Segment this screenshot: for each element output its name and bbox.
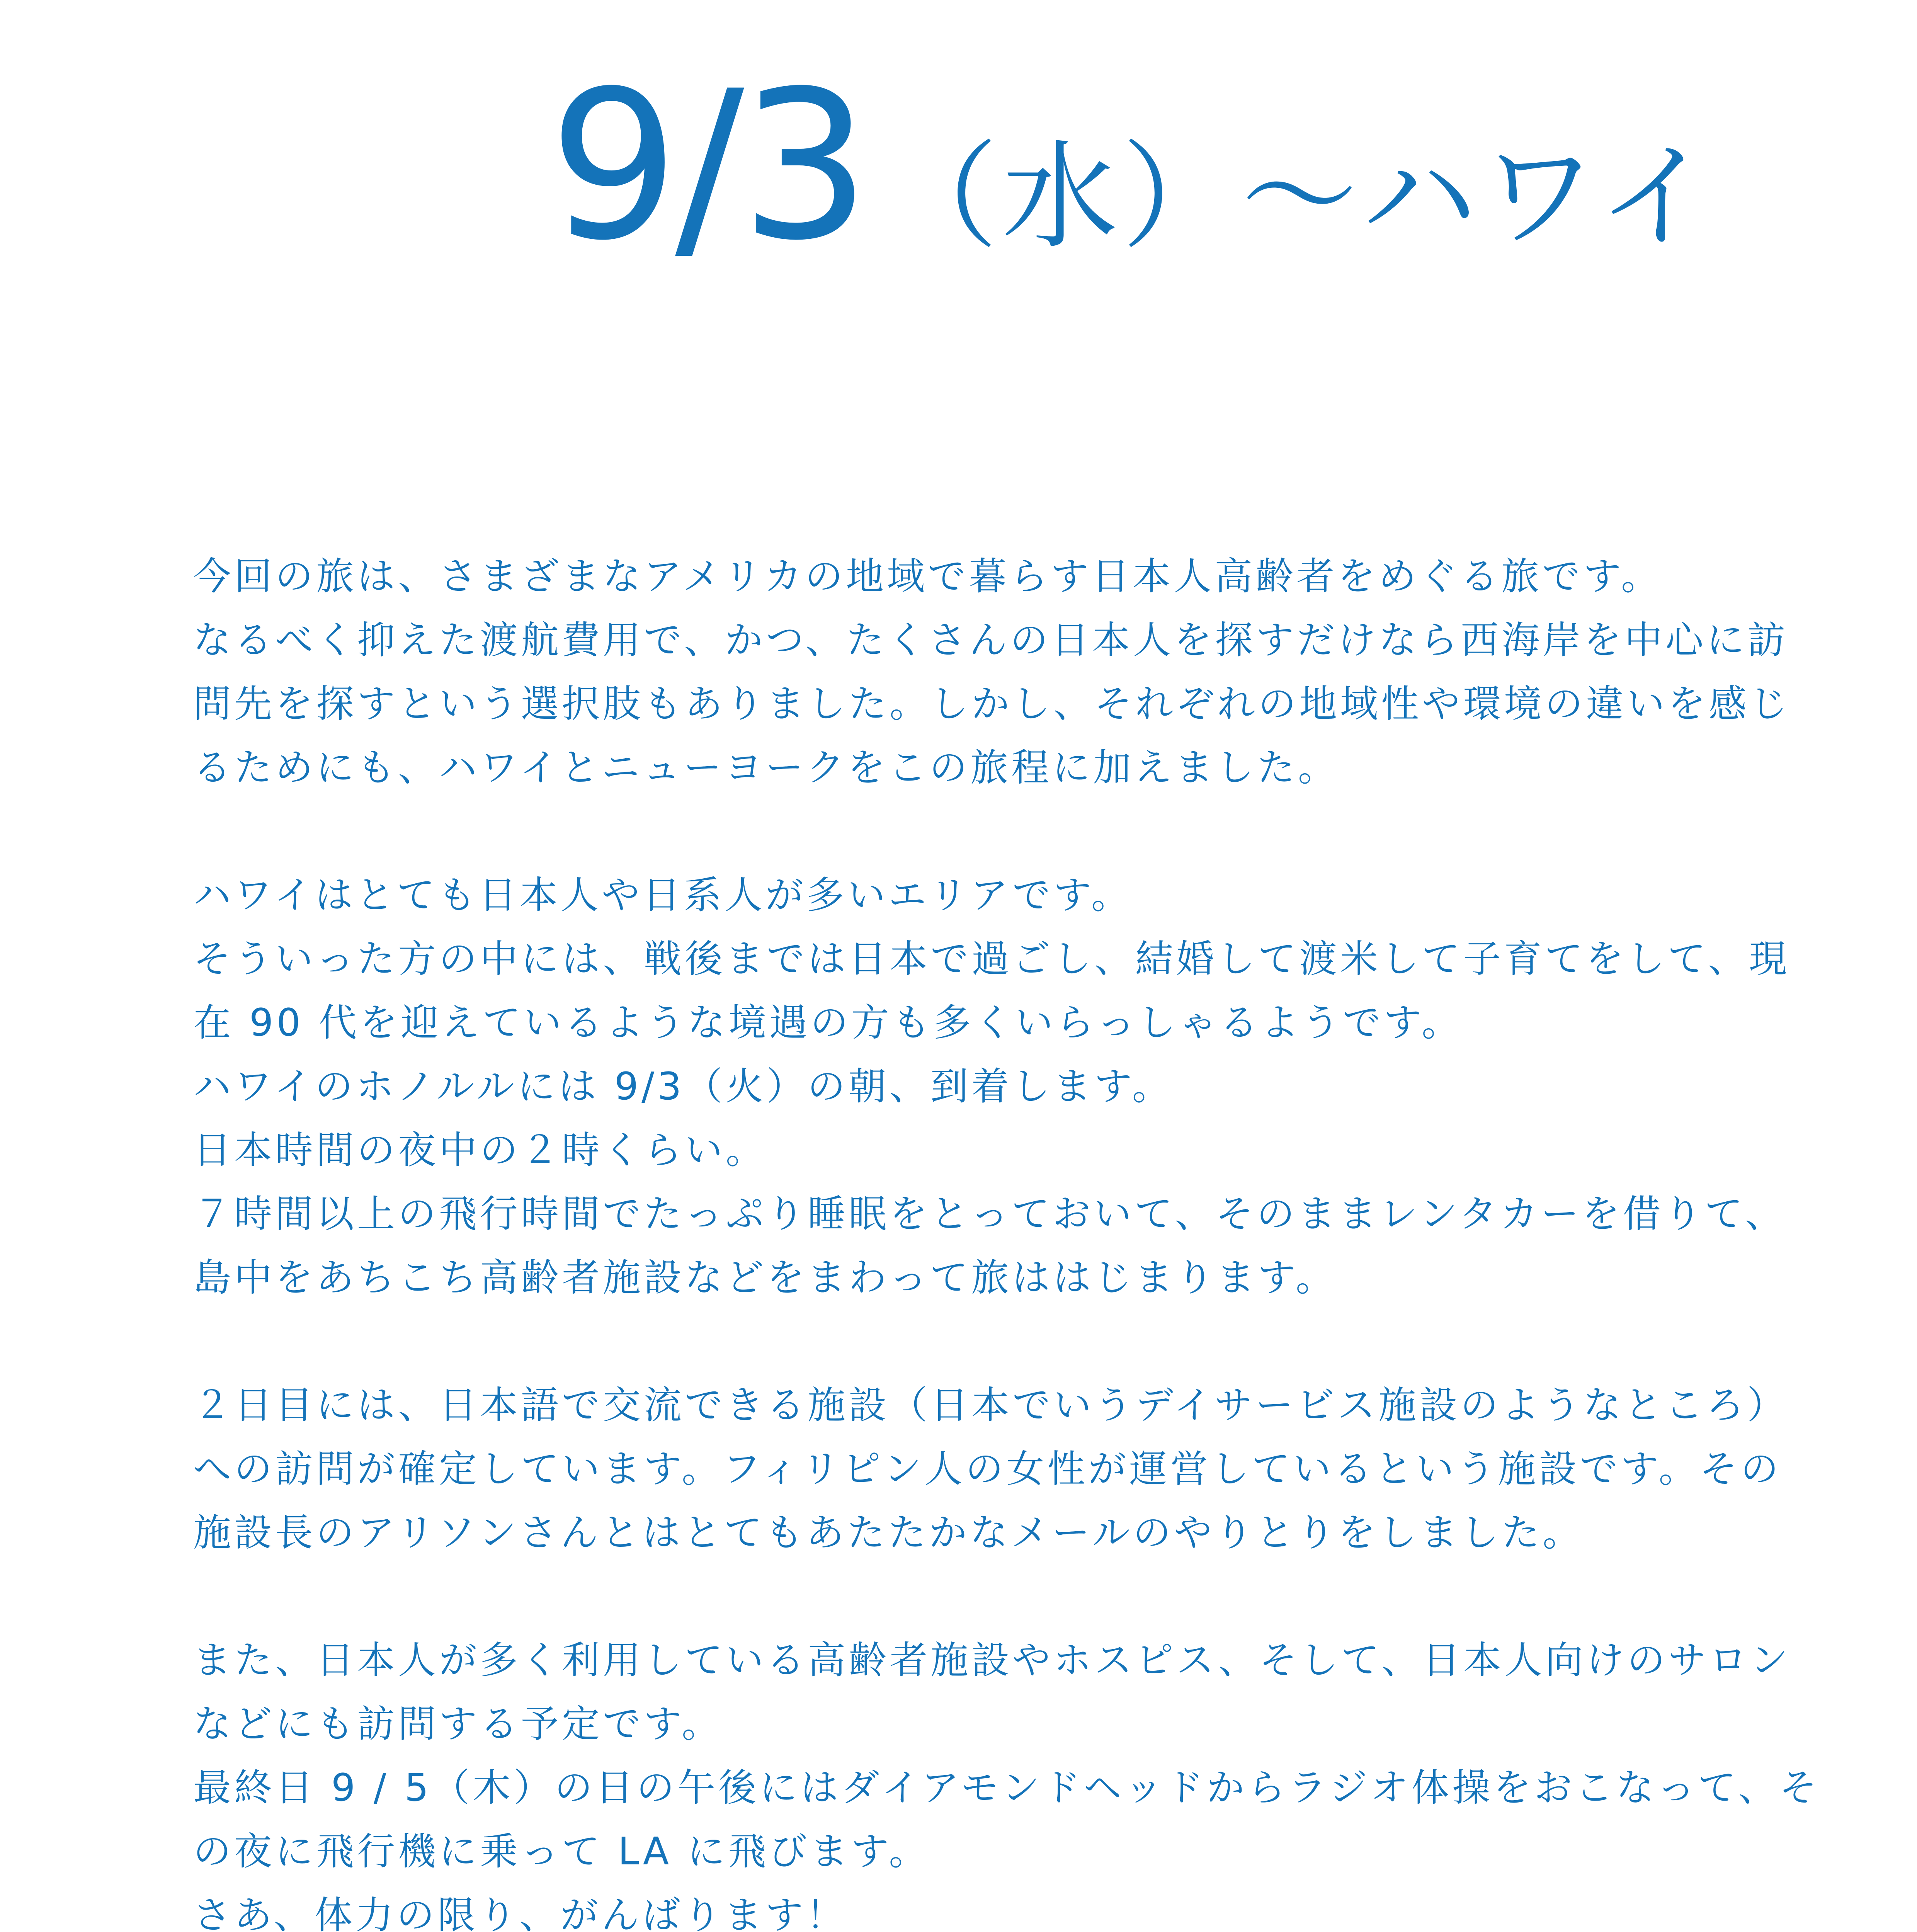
title-destination: （水）〜ハワイ [882, 129, 1717, 264]
paragraph-4 [193, 1629, 1820, 1932]
text-line: ２日目には、日本語で交流できる施設（日本でいうデイサービス施設のようなところ） [193, 1383, 1788, 1427]
body-text [193, 545, 1820, 1932]
text-line: ハワイのホノルルには 9/3（火）の朝、到着します。 [193, 1065, 1173, 1109]
text-line: への訪問が確定しています。フィリピン人の女性が運営しているという施設です。その [193, 1447, 1782, 1491]
page-title [549, 47, 1882, 285]
text-line: なるべく抑えた渡航費用で、かつ、たくさんの日本人を探すだけなら西海岸を中心に訪 [193, 618, 1789, 662]
text-line: 日本時間の夜中の２時くらい。 [193, 1128, 767, 1172]
paragraph-1 [193, 545, 1791, 800]
text-line: さあ、体力の限り、がんばります！ [193, 1893, 847, 1932]
paragraph-2 [193, 864, 1790, 1310]
text-line: ハワイはとても日本人や日系人が多いエリアです。 [193, 873, 1133, 917]
text-line: 問先を探すという選択肢もありました。しかし、それぞれの地域性や環境の違いを感じ [193, 682, 1791, 726]
text-line: などにも訪問する予定です。 [193, 1702, 723, 1746]
text-line: 今回の旅は、さまざまなアメリカの地域で暮らす日本人高齢者をめぐる旅です。 [193, 554, 1662, 599]
text-line: また、日本人が多く利用している高齢者施設やホスピス、そして、日本人向けのサロン [193, 1638, 1791, 1682]
paragraph-3 [193, 1374, 1788, 1565]
text-line: の夜に飛行機に乗って LA に飛びます。 [193, 1830, 930, 1874]
text-line: 最終日 9 / 5（木）の日の午後にはダイアモンドヘッドからラジオ体操をおこなって、そ [193, 1766, 1820, 1810]
text-line: 島中をあちこち高齢者施設などをまわって旅ははじまります。 [193, 1256, 1337, 1300]
text-line: 施設長のアリソンさんとはとてもあたたかなメールのやりとりをしました。 [193, 1511, 1584, 1555]
title-date: 9/3 [549, 47, 867, 285]
text-line: るためにも、ハワイとニューヨークをこの旅程に加えました。 [193, 746, 1339, 790]
text-line: 在 90 代を迎えているような境遇の方も多くいらっしゃるようです。 [193, 1001, 1463, 1045]
text-line: ７時間以上の飛行時間でたっぷり睡眠をとっておいて、そのままレンタカーを借りて、 [193, 1192, 1786, 1236]
text-line: そういった方の中には、戦後までは日本で過ごし、結婚して渡米して子育てをして、現 [193, 937, 1790, 981]
